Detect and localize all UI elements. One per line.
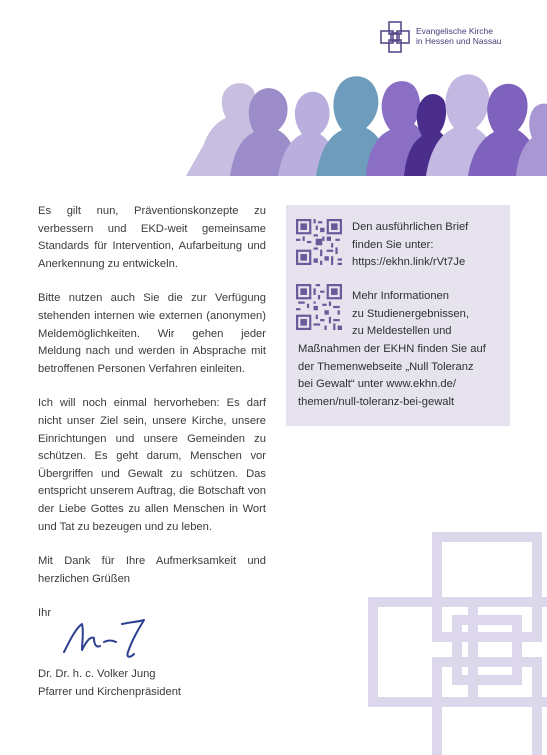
letter-link[interactable]: https://ekhn.link/rVt7Je — [352, 256, 466, 269]
qr-code-letter-icon[interactable] — [296, 219, 342, 265]
qr-code-website-icon[interactable] — [296, 284, 342, 330]
logo-line-2: in Hessen und Nassau — [416, 36, 502, 46]
info-line-1: Mehr Informationen — [352, 290, 450, 302]
handwritten-signature — [60, 612, 160, 662]
paragraph-emphasis: Ich will noch einmal hervorheben: Es darf nicht unser Ziel sein, unsere Kirche, unsere Einrichtungen und unsere Gemeinden zu schützen. Es geht darum, Menschen vor Übergriffen und Gewalt zu schützen. Das entspricht unserem Auftrag, die Botschaft von der Liebe Gottes zu allen Menschen in Wort und Tat zu bezeugen und zu leben. — [38, 397, 266, 533]
people-silhouettes-illustration — [186, 60, 547, 176]
info-line-5: der Themenwebseite „Null Toleranz — [298, 360, 474, 373]
decorative-cross-graphic — [365, 532, 547, 755]
letter-body — [38, 203, 266, 633]
cross-logo-icon — [378, 20, 412, 54]
ekhn-logo — [378, 20, 538, 54]
info-line-7[interactable]: themen/null-toleranz-bei-gewalt — [298, 395, 455, 408]
paragraph-prevention: Es gilt nun, Präventionskonzepte zu verbessern und EKD-weit gemeinsame Standards für Intervention, Aufarbeitung und Anerkennung zu entwickeln. — [38, 205, 266, 270]
letter-link-line-1: Den ausführlichen Brief — [352, 221, 469, 233]
paragraph-closing: Mit Dank für Ihre Aufmerksamkeit und herzlichen Grüßen — [38, 555, 266, 585]
info-line-2: zu Studienergebnissen, — [352, 307, 469, 320]
info-line-3: zu Meldestellen und — [352, 325, 452, 338]
paragraph-reporting: Bitte nutzen auch Sie die zur Verfügung stehenden internen wie externen (anonymen) Meldemöglichkeiten. Wir gehen jeder Meldung nach und werden in Absprache mit betroffenen Personen Verfahren einleiten. — [38, 292, 266, 375]
signer-title: Pfarrer und Kirchenpräsident — [38, 685, 182, 698]
signer-name: Dr. Dr. h. c. Volker Jung — [38, 668, 156, 680]
info-line-6[interactable]: bei Gewalt“ unter www.ekhn.de/ — [298, 378, 456, 391]
logo-line-1: Evangelische Kirche — [416, 26, 494, 36]
info-box — [286, 205, 510, 426]
paragraph-salutation: Ihr — [38, 607, 52, 620]
letter-link-line-2: finden Sie unter: — [352, 238, 434, 251]
info-line-4: Maßnahmen der EKHN finden Sie auf — [298, 343, 486, 355]
